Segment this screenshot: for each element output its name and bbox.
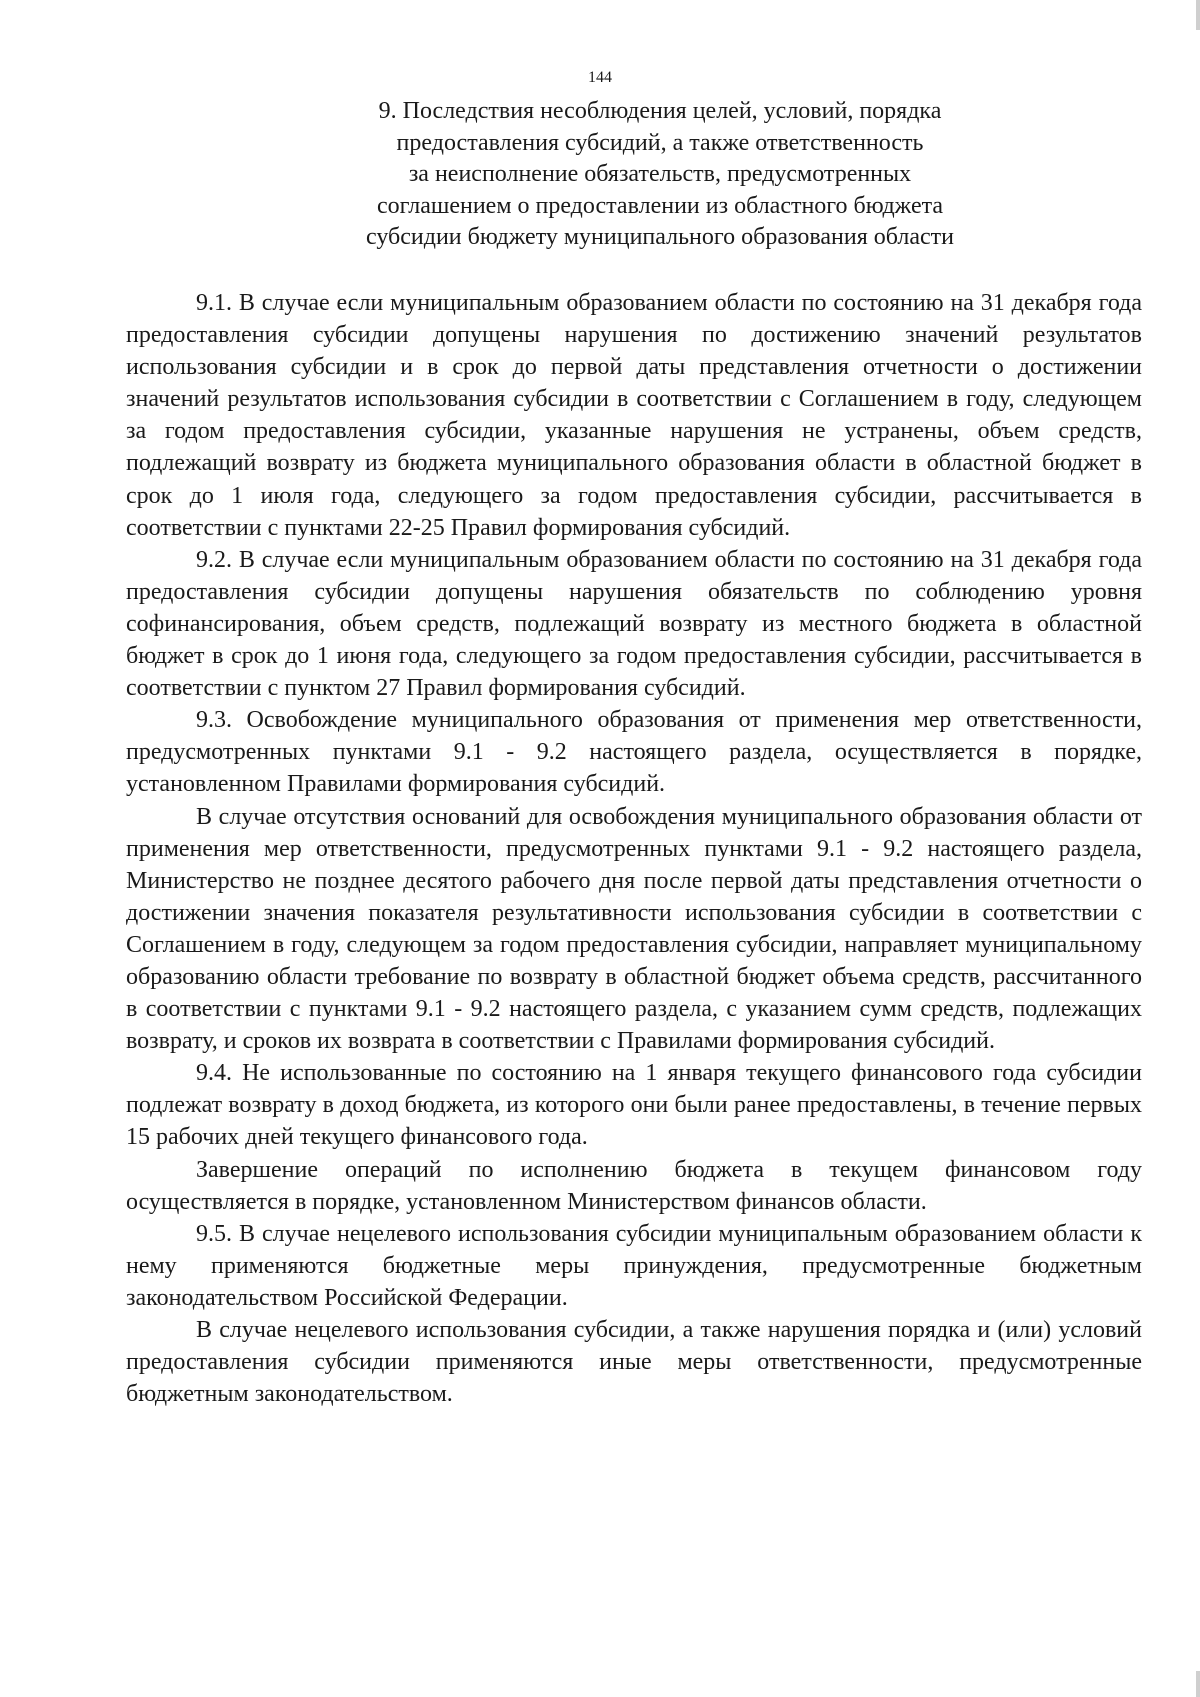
scan-edge-mark <box>1196 1671 1200 1697</box>
section-title <box>300 96 1020 254</box>
paragraph-9-1: 9.1. В случае если муниципальным образованием области по состоянию на 31 декабря года предоставления субсидии допущены нарушения по достижению значений результатов использования субсидии и в срок до первой даты представления отчетности о достижении значений результатов использования субсидии в соответствии с Соглашением в году, следующем за годом предоставления субсидии, указанные нарушения не устранены, объем средств, подлежащий возврату из бюджета муниципального образования области в областной бюджет в срок до 1 июля года, следующего за годом предоставления субсидии, рассчитывается в соответствии с пунктами 22-25 Правил формирования субсидий. <box>126 290 1142 541</box>
section-body <box>126 287 1142 1410</box>
section-title-line: соглашением о предоставлении из областного бюджета <box>376 192 944 219</box>
paragraph-9-3: 9.3. Освобождение муниципального образования от применения мер ответственности, предусмотренных пунктами 9.1 - 9.2 настоящего раздела, осуществляется в порядке, установленном Правилами формирования субсидий. <box>126 707 1142 798</box>
paragraph-9-3-cont: В случае отсутствия оснований для освобождения муниципального образования области от применения мер ответственности, предусмотренных пунктами 9.1 - 9.2 настоящего раздела, Министерство не позднее десятого рабочего дня после первой даты представления отчетности о достижении значения показателя результативности использования субсидии в соответствии с Соглашением в году, следующем за годом предоставления субсидии, направляет муниципальному образованию области требование по возврату в областной бюджет объема средств, рассчитанного в соответствии с пунктами 9.1 - 9.2 настоящего раздела, с указанием сумм средств, подлежащих возврату, и сроков их возврата в соответствии с Правилами формирования субсидий. <box>126 803 1142 1055</box>
section-title-line: за неисполнение обязательств, предусмотренных <box>408 161 912 188</box>
paragraph-9-4-cont: Завершение операций по исполнению бюджета в текущем финансовом году осуществляется в порядке, установленном Министерством финансов области. <box>126 1156 1142 1215</box>
page-number: 144 <box>588 69 612 86</box>
paragraph-9-5: 9.5. В случае нецелевого использования субсидии муниципальным образованием области к нему применяются бюджетные меры принуждения, предусмотренные бюджетным законодательством Российской Федерации. <box>126 1220 1142 1311</box>
scan-edge-mark <box>1196 0 1200 30</box>
section-title-line: предоставления субсидий, а также ответственность <box>396 129 924 156</box>
section-title-line: субсидии бюджету муниципального образования области <box>366 224 954 251</box>
paragraph-9-4: 9.4. Не использованные по состоянию на 1 января текущего финансового года субсидии подлежат возврату в доход бюджета, из которого они были ранее предоставлены, в течение первых 15 рабочих дней текущего финансового года. <box>126 1060 1142 1151</box>
section-title-line: 9. Последствия несоблюдения целей, условий, порядка <box>378 98 942 124</box>
paragraph-9-2: 9.2. В случае если муниципальным образованием области по состоянию на 31 декабря года предоставления субсидии допущены нарушения обязательств по соблюдению уровня софинансирования, объем средств, подлежащий возврату из местного бюджета в областной бюджет в срок до 1 июня года, следующего за годом предоставления субсидии, рассчитывается в соответствии с пунктом 27 Правил формирования субсидий. <box>126 546 1142 702</box>
paragraph-9-5-cont: В случае нецелевого использования субсидии, а также нарушения порядка и (или) условий предоставления субсидии применяются иные меры ответственности, предусмотренные бюджетным законодательством. <box>126 1317 1142 1408</box>
